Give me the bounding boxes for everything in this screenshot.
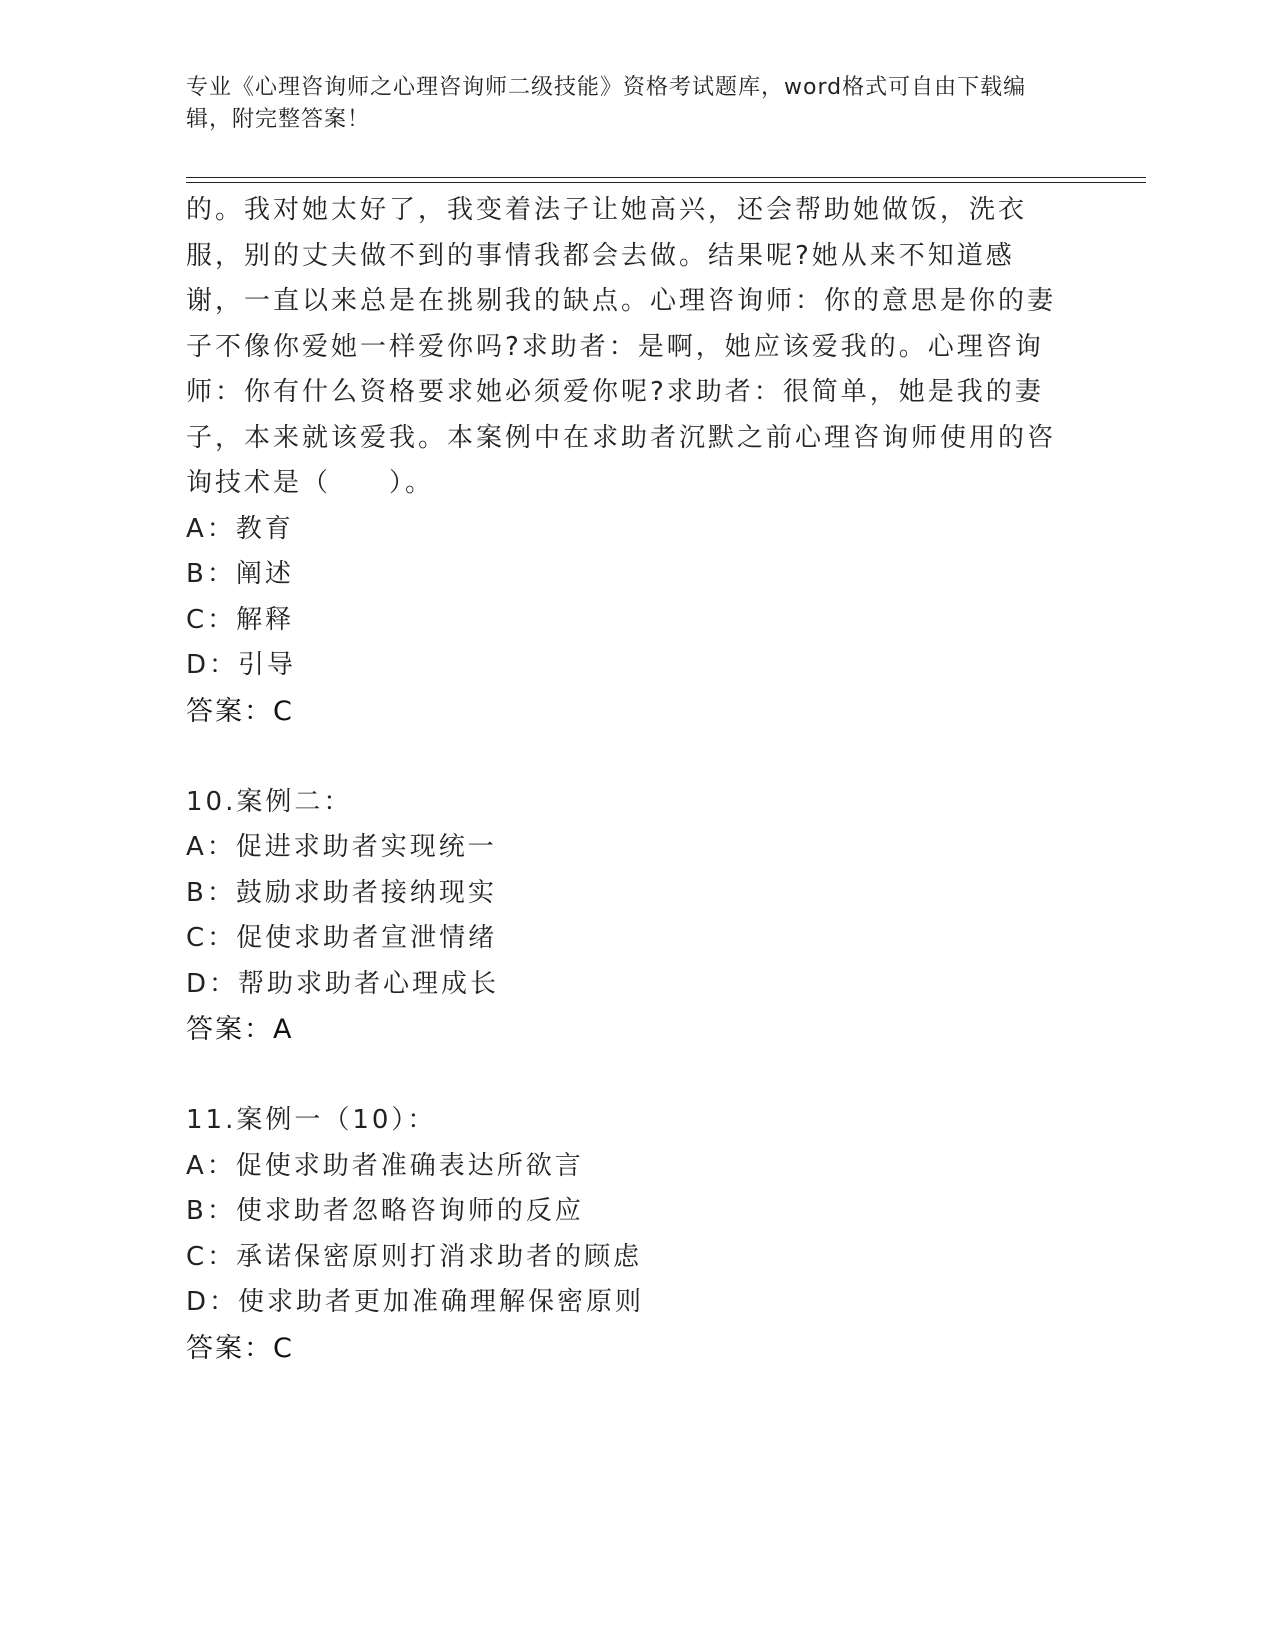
spacer: [186, 734, 1066, 780]
question-10-option-b: B：鼓励求助者接纳现实: [186, 877, 497, 908]
question-9-option-d: D：引导: [186, 650, 297, 680]
spacer: [186, 1053, 1066, 1099]
question-11-option-c: C：承诺保密原则打消求助者的顾虑: [186, 1241, 643, 1272]
question-10-option-c: C：促使求助者宣泄情绪: [186, 923, 498, 953]
question-9-answer: 答案：C: [186, 695, 294, 727]
question-11-option-b: B：使求助者忽略咨询师的反应: [186, 1196, 584, 1226]
question-9-option-a: A：教育: [186, 513, 294, 544]
question-10-option-d: D：帮助求助者心理成长: [186, 968, 500, 999]
header-rule-bottom: [186, 182, 1146, 183]
question-10-answer: 答案：A: [186, 1014, 294, 1045]
page-header: 专业《心理咨询师之心理咨询师二级技能》资格考试题库，word格式可自由下载编辑，附完整答案！: [186, 75, 1027, 132]
header-rule-top: [186, 177, 1146, 178]
question-11-option-a: A：促使求助者准确表达所欲言: [186, 1150, 584, 1181]
question-9-option-b: B：阐述: [186, 559, 294, 589]
question-11-answer: 答案：C: [186, 1332, 294, 1364]
document-body: [186, 188, 1066, 1371]
question-11-title: 11.案例一（10）：: [186, 1105, 437, 1135]
question-9-stem: 的。我对她太好了，我变着法子让她高兴，还会帮助她做饭，洗衣服，别的丈夫做不到的事情我都会去做。结果呢?她从来不知道感谢，一直以来总是在挑剔我的缺点。心理咨询师：你的意思是你的妻子不像你爱她一样爱你吗?求助者：是啊，她应该爱我的。心理咨询师：你有什么资格要求她必须爱你呢?求助者：很简单，她是我的妻子，本来就该爱我。本案例中在求助者沉默之前心理咨询师使用的咨询技术是（ ）。: [186, 195, 1057, 498]
question-9-option-c: C：解释: [186, 604, 295, 635]
question-10-option-a: A：促进求助者实现统一: [186, 832, 497, 862]
question-11-option-d: D：使求助者更加准确理解保密原则: [186, 1287, 645, 1317]
question-10-title: 10.案例二：: [186, 786, 353, 817]
